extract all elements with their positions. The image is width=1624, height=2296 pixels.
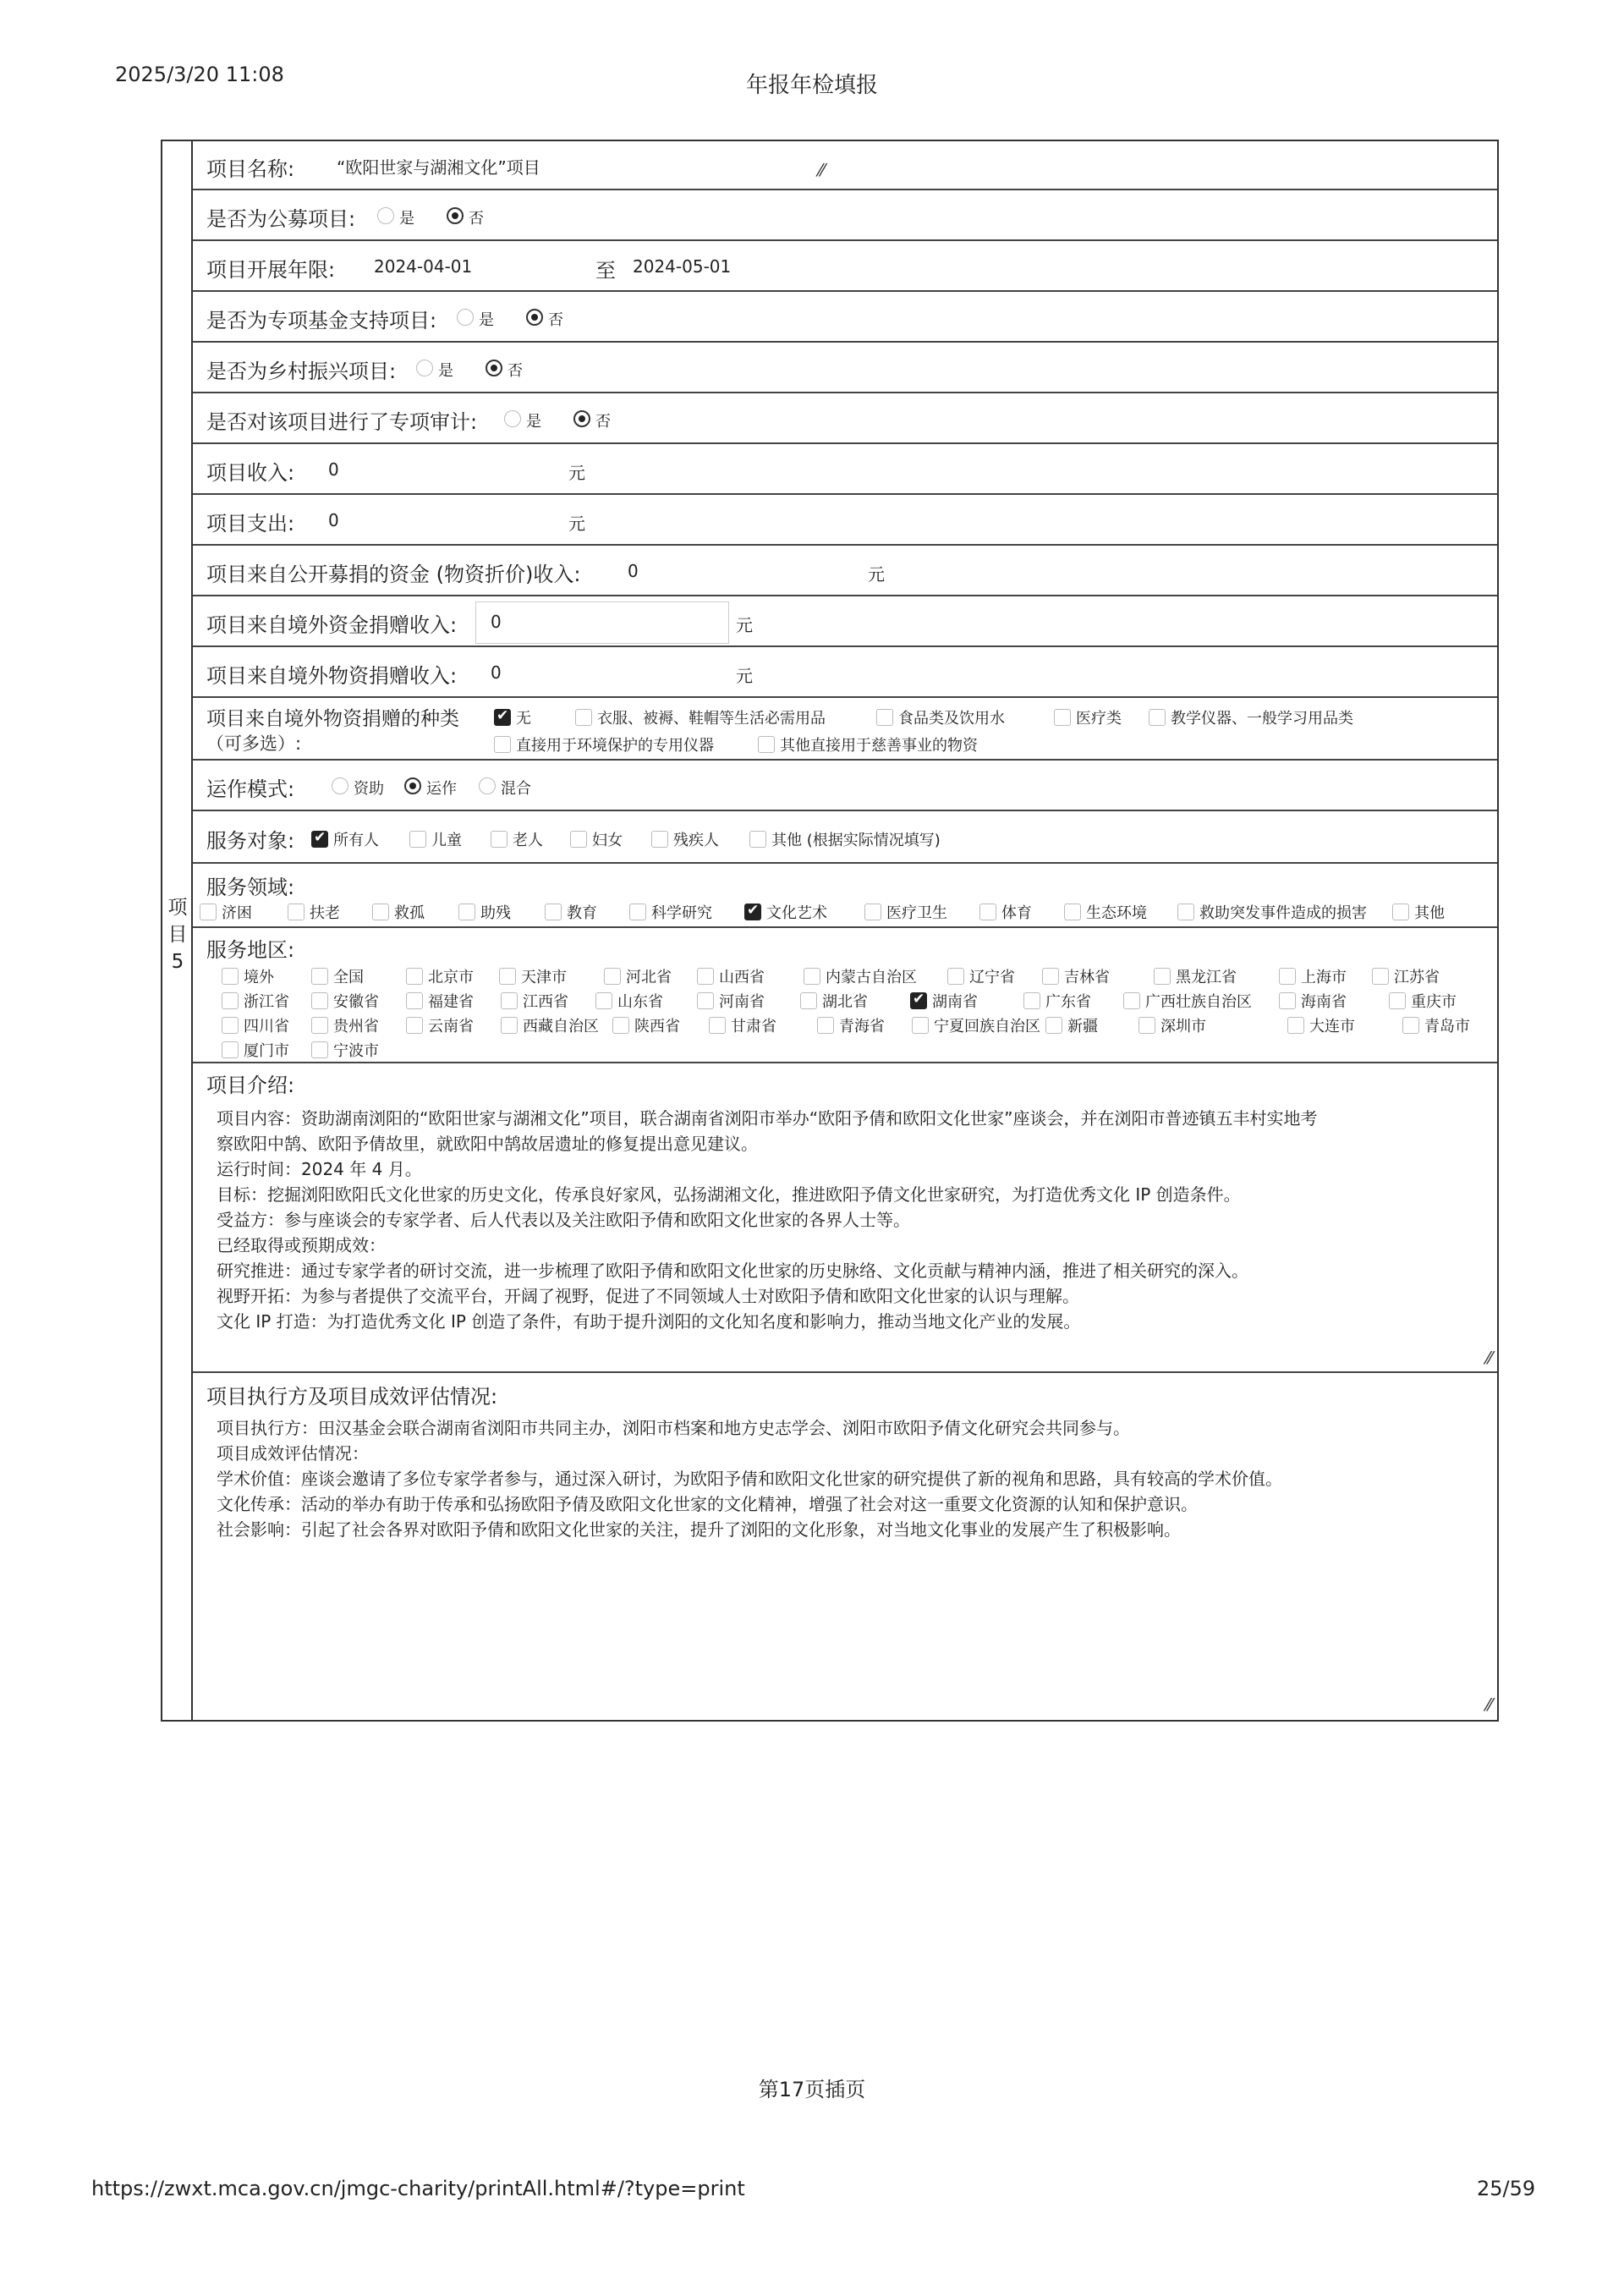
region-checkbox[interactable] — [1287, 1014, 1355, 1036]
mode-operate-label: 运作 — [426, 780, 457, 798]
target-women-checkbox[interactable]: 妇女 — [570, 828, 623, 850]
mode-grant-radio[interactable] — [332, 777, 348, 794]
checkbox-icon[interactable] — [1042, 968, 1059, 985]
region-checkbox[interactable] — [709, 1014, 776, 1036]
region-checkbox[interactable] — [501, 1014, 599, 1036]
execution-text[interactable]: 项目执行方：田汉基金会联合湖南省浏阳市共同主办，浏阳市档案和地方史志学会、浏阳市欧阳予倩文化研究会共同参与。 项目成效评估情况： 学术价值：座谈会邀请了多位专家学者参与，通过深入研讨，为欧阳予倩和欧阳文化世家的研究提供了新的视角和思路，具有较高的学术价值。 文化传承：活动的举办有助于传承和弘扬欧阳予倩及欧阳文化世家的文化精神，增强了社会对这一重要文化资源的认知和保护意识。 社会影响：引起了社会各界对欧阳予倩和欧阳文化世家的关注，提升了浏阳的文化形象，对当地文化事业的发展产生了积极影响。 — [217, 1418, 1282, 1540]
row-foreign-goods — [193, 647, 1497, 698]
expense-field[interactable]: 0 — [328, 510, 339, 530]
no-label: 否 — [508, 362, 523, 380]
checkbox-icon[interactable] — [501, 992, 518, 1009]
audit-label: 是否对该项目进行了专项审计: — [206, 410, 478, 434]
region-label: 大连市 — [1309, 1018, 1355, 1035]
goods-type-teaching-checkbox[interactable]: 教学仪器、一般学习用品类 — [1149, 706, 1353, 728]
checkbox-icon[interactable] — [1123, 992, 1140, 1009]
checkbox-icon[interactable] — [222, 1017, 239, 1034]
region-label: 福建省 — [428, 993, 474, 1011]
foreign-cash-field[interactable]: 0 — [491, 612, 502, 632]
row-regions — [193, 928, 1497, 1063]
resize-handle-icon[interactable]: ⁄⁄ — [1486, 1348, 1492, 1368]
checkbox-icon[interactable] — [499, 968, 516, 985]
region-checkbox[interactable] — [1402, 1014, 1470, 1036]
audit-yes-radio[interactable] — [504, 410, 521, 427]
region-label: 河北省 — [626, 969, 672, 986]
region-checkbox[interactable] — [1389, 990, 1457, 1012]
row-rural — [193, 343, 1497, 393]
region-label: 湖北省 — [822, 993, 868, 1011]
checkbox-icon[interactable] — [709, 1017, 726, 1034]
region-checkbox[interactable] — [697, 990, 765, 1012]
region-label: 浙江省 — [244, 993, 289, 1011]
field-checkbox[interactable]: 科学研究 — [629, 901, 712, 923]
region-checkbox[interactable] — [222, 965, 274, 987]
target-children-checkbox[interactable]: 儿童 — [409, 828, 462, 850]
special-fund-label: 是否为专项基金支持项目: — [206, 309, 437, 332]
row-special-fund — [193, 292, 1497, 343]
region-label: 西藏自治区 — [523, 1018, 599, 1035]
region-checkbox[interactable] — [1123, 990, 1252, 1012]
mode-mixed-label: 混合 — [501, 780, 531, 798]
project-name-label: 项目名称: — [206, 157, 295, 181]
resize-handle-icon[interactable]: ⁄⁄ — [819, 160, 825, 180]
execution-label: 项目执行方及项目成效评估情况: — [206, 1385, 498, 1409]
region-label: 全国 — [333, 969, 364, 986]
public-income-unit: 元 — [868, 564, 885, 585]
expense-label: 项目支出: — [206, 512, 295, 536]
region-checkbox[interactable] — [697, 965, 765, 987]
public-income-field[interactable]: 0 — [628, 561, 639, 581]
field-checkbox[interactable]: 其他 — [1392, 901, 1445, 923]
mode-label: 运作模式: — [206, 777, 295, 801]
checkbox-icon[interactable] — [406, 968, 423, 985]
row-fields — [193, 864, 1497, 928]
rural-yes-radio[interactable] — [416, 360, 433, 376]
income-field[interactable]: 0 — [328, 459, 339, 480]
checkbox-icon[interactable] — [501, 1017, 518, 1034]
period-start-field[interactable]: 2024-04-01 — [374, 256, 473, 277]
mode-grant-label: 资助 — [354, 780, 384, 798]
public-income-label: 项目来自公开募捐的资金 (物资折价)收入: — [206, 563, 581, 586]
row-foreign-cash — [193, 596, 1497, 647]
region-label: 贵州省 — [333, 1018, 379, 1035]
checkbox-icon[interactable] — [311, 968, 328, 985]
yes-label: 是 — [438, 362, 453, 380]
regions-label: 服务地区: — [206, 938, 295, 962]
region-label: 宁波市 — [333, 1042, 379, 1060]
region-label: 山东省 — [617, 993, 663, 1011]
checkbox-icon[interactable] — [800, 992, 817, 1009]
row-audit — [193, 393, 1497, 444]
region-label: 广东省 — [1045, 993, 1091, 1011]
field-checkbox[interactable]: 医疗卫生 — [864, 901, 947, 923]
region-checkbox[interactable] — [222, 1039, 289, 1061]
region-label: 内蒙古自治区 — [826, 969, 917, 986]
special-fund-no-radio[interactable] — [526, 309, 543, 326]
public-fundraising-no-radio[interactable] — [447, 207, 464, 224]
yes-label: 是 — [479, 311, 494, 329]
special-fund-yes-radio[interactable] — [457, 309, 474, 326]
field-checkbox[interactable]: 体育 — [979, 901, 1032, 923]
row-expense — [193, 495, 1497, 546]
side-column — [162, 141, 193, 1720]
income-unit: 元 — [568, 463, 585, 483]
target-elderly-checkbox[interactable]: 老人 — [491, 828, 543, 850]
field-checkbox[interactable]: 教育 — [545, 901, 597, 923]
region-checkbox[interactable] — [222, 990, 289, 1012]
region-checkbox[interactable] — [1023, 990, 1091, 1012]
region-checkbox[interactable] — [912, 1014, 1040, 1036]
foreign-cash-unit: 元 — [736, 615, 753, 635]
checkbox-icon[interactable] — [406, 992, 423, 1009]
region-label: 云南省 — [428, 1018, 474, 1035]
foreign-goods-unit: 元 — [736, 666, 753, 686]
period-to-label: 至 — [595, 259, 616, 283]
income-label: 项目收入: — [206, 461, 295, 485]
region-checkbox[interactable] — [1279, 965, 1347, 987]
page-url: https://zwxt.mca.gov.cn/jmgc-charity/printAll.html#/?type=print — [91, 2177, 745, 2200]
no-label: 否 — [548, 311, 563, 329]
project-form — [161, 140, 1499, 1722]
foreign-goods-label: 项目来自境外物资捐赠收入: — [206, 664, 458, 688]
goods-type-other-checkbox[interactable]: 其他直接用于慈善事业的物资 — [758, 733, 978, 755]
no-label: 否 — [595, 413, 611, 431]
region-label: 黑龙江省 — [1176, 969, 1237, 986]
goods-type-env-checkbox[interactable]: 直接用于环境保护的专用仪器 — [494, 733, 714, 755]
checkbox-icon[interactable] — [222, 968, 239, 985]
checkbox-icon[interactable] — [910, 992, 927, 1009]
region-checkbox[interactable] — [222, 1014, 289, 1036]
checkbox-icon[interactable] — [912, 1017, 929, 1034]
region-checkbox[interactable] — [1279, 990, 1347, 1012]
region-checkbox[interactable] — [311, 1014, 379, 1036]
field-checkbox[interactable]: 救孤 — [372, 901, 425, 923]
print-datetime: 2025/3/20 11:08 — [115, 63, 284, 86]
foreign-cash-label: 项目来自境外资金捐赠收入: — [206, 613, 458, 637]
region-checkbox[interactable] — [612, 1014, 680, 1036]
checkbox-icon[interactable] — [697, 968, 714, 985]
checkbox-icon[interactable] — [817, 1017, 834, 1034]
goods-type-sublabel: （可多选）: — [206, 733, 302, 754]
no-label: 否 — [469, 210, 484, 228]
mode-operate-radio[interactable] — [404, 777, 421, 794]
region-label: 宁夏回族自治区 — [934, 1018, 1040, 1035]
checkbox-icon[interactable] — [947, 968, 964, 985]
public-fundraising-yes-radio[interactable] — [377, 207, 394, 224]
region-label: 海南省 — [1301, 993, 1347, 1011]
region-checkbox[interactable] — [406, 990, 474, 1012]
row-targets — [193, 811, 1497, 864]
region-label: 甘肃省 — [731, 1018, 776, 1035]
row-income — [193, 444, 1497, 495]
region-checkbox[interactable] — [910, 990, 978, 1012]
field-checkbox[interactable]: 生态环境 — [1064, 901, 1147, 923]
row-public-income — [193, 546, 1497, 596]
audit-no-radio[interactable] — [573, 410, 590, 427]
region-checkbox[interactable] — [1045, 1014, 1098, 1036]
region-label: 陕西省 — [634, 1018, 680, 1035]
row-intro — [193, 1063, 1497, 1373]
region-label: 安徽省 — [333, 993, 379, 1011]
checkbox-icon[interactable] — [1279, 992, 1296, 1009]
region-checkbox[interactable] — [1138, 1014, 1206, 1036]
region-label: 辽宁省 — [969, 969, 1015, 986]
region-label: 重庆市 — [1411, 993, 1457, 1011]
yes-label: 是 — [526, 413, 541, 431]
checkbox-icon[interactable] — [604, 968, 621, 985]
field-checkbox[interactable]: 济困 — [200, 901, 252, 923]
checkbox-icon[interactable] — [1402, 1017, 1419, 1034]
region-label: 广西壮族自治区 — [1145, 993, 1252, 1011]
row-mode — [193, 761, 1497, 811]
checkbox-icon[interactable] — [612, 1017, 629, 1034]
goods-type-daily-checkbox[interactable]: 衣服、被褥、鞋帽等生活必需用品 — [575, 706, 826, 728]
region-label: 新疆 — [1067, 1018, 1098, 1035]
field-checkbox[interactable]: ✔ 文化艺术 — [744, 901, 827, 923]
row-execution — [193, 1373, 1497, 1720]
checkbox-icon[interactable] — [311, 992, 328, 1009]
region-checkbox[interactable] — [604, 965, 672, 987]
checkbox-icon[interactable] — [1023, 992, 1040, 1009]
region-checkbox[interactable] — [800, 990, 868, 1012]
row-project-name — [193, 141, 1497, 190]
foreign-goods-field[interactable]: 0 — [491, 662, 502, 683]
region-label: 北京市 — [428, 969, 474, 986]
goods-type-medical-checkbox[interactable]: 医疗类 — [1054, 706, 1122, 728]
target-disabled-checkbox[interactable]: 残疾人 — [651, 828, 719, 850]
project-name-field[interactable]: “欧阳世家与湖湘文化”项目 — [337, 157, 540, 178]
checkbox-icon[interactable] — [406, 1017, 423, 1034]
checkbox-icon[interactable] — [311, 1041, 328, 1058]
print-page-count: 25/59 — [1477, 2177, 1536, 2200]
checkbox-icon[interactable] — [311, 1017, 328, 1034]
region-checkbox[interactable] — [1154, 965, 1237, 987]
checkbox-icon[interactable] — [1372, 968, 1389, 985]
targets-label: 服务对象: — [206, 829, 295, 853]
goods-type-food-checkbox[interactable]: 食品类及饮用水 — [876, 706, 1005, 728]
side-label: 项 目 5 — [167, 897, 188, 973]
region-label: 境外 — [244, 969, 274, 986]
period-label: 项目开展年限: — [206, 258, 336, 282]
checkbox-icon[interactable] — [1138, 1017, 1155, 1034]
foreign-cash-input-box[interactable] — [475, 601, 729, 644]
checkbox-icon[interactable] — [1154, 968, 1171, 985]
region-checkbox[interactable] — [1372, 965, 1440, 987]
public-fundraising-label: 是否为公募项目: — [206, 207, 356, 231]
checkbox-icon[interactable] — [1045, 1017, 1062, 1034]
region-checkbox[interactable] — [1042, 965, 1110, 987]
region-label: 上海市 — [1301, 969, 1347, 986]
region-label: 青海省 — [839, 1018, 885, 1035]
mode-mixed-radio[interactable] — [479, 777, 496, 794]
row-period — [193, 241, 1497, 292]
period-end-field[interactable]: 2024-05-01 — [633, 256, 732, 277]
resize-handle-icon[interactable]: ⁄⁄ — [1486, 1695, 1492, 1715]
region-label: 山西省 — [719, 969, 765, 986]
region-checkbox[interactable] — [311, 1039, 379, 1061]
checkbox-icon[interactable] — [222, 992, 239, 1009]
region-label: 江西省 — [523, 993, 568, 1011]
checkbox-icon[interactable] — [1389, 992, 1406, 1009]
region-checkbox[interactable] — [499, 965, 567, 987]
fields-label: 服务领域: — [206, 876, 295, 899]
intro-text[interactable]: 项目内容：资助湖南浏阳的“欧阳世家与湖湘文化”项目，联合湖南省浏阳市举办“欧阳予倩和欧阳文化世家”座谈会，并在浏阳市普迹镇五丰村实地考 察欧阳中鹄、欧阳予倩故里，就欧阳中鹄故居遗址的修复提出意见建议。 运行时间：2024 年 4 月。 目标：挖掘浏阳欧阳氏文化世家的历史文化，传承良好家风，弘扬湖湘文化，推进欧阳予倩文化世家研究，为打造优秀文化 IP 创造条件。 受益方：参与座谈会的专家学者、后人代表以及关注欧阳予倩和欧阳文化世家的各界人士等。 已经取得或预期成效： 研究推进：通过专家学者的研讨交流，进一步梳理了欧阳予倩和欧阳文化世家的历史脉络、文化贡献与精神内涵，推进了相关研究的深入。 视野开拓：为参与者提供了交流平台，开阔了视野，促进了不同领域人士对欧阳予倩和欧阳文化世家的认识与理解。 文化 IP 打造：为打造优秀文化 IP 创造了条件，有助于提升浏阳的文化知名度和影响力，推动当地文化产业的发展。 — [217, 1108, 1318, 1332]
intro-label: 项目介绍: — [206, 1074, 295, 1097]
region-checkbox[interactable] — [947, 965, 1015, 987]
page-title: 年报年检填报 — [745, 73, 878, 98]
region-label: 江苏省 — [1394, 969, 1440, 986]
row-goods-type — [193, 698, 1497, 761]
target-all-checkbox[interactable]: ✔ 所有人 — [311, 828, 379, 850]
region-label: 深圳市 — [1160, 1018, 1206, 1035]
target-other-checkbox[interactable]: 其他 (根据实际情况填写) — [749, 828, 941, 850]
goods-type-label: 项目来自境外物资捐赠的种类 — [206, 708, 459, 730]
checkbox-icon[interactable] — [222, 1041, 239, 1058]
region-checkbox[interactable] — [406, 965, 474, 987]
region-label: 四川省 — [244, 1018, 289, 1035]
field-checkbox[interactable]: 救助突发事件造成的损害 — [1177, 901, 1367, 923]
region-checkbox[interactable] — [804, 965, 917, 987]
expense-unit: 元 — [568, 514, 585, 534]
checkbox-icon[interactable] — [1287, 1017, 1304, 1034]
region-checkbox[interactable] — [311, 965, 364, 987]
region-label: 吉林省 — [1064, 969, 1110, 986]
row-public-fundraising — [193, 190, 1497, 241]
rural-no-radio[interactable] — [486, 360, 502, 376]
region-label: 天津市 — [521, 969, 567, 986]
region-label: 河南省 — [719, 993, 765, 1011]
checkbox-icon[interactable] — [1279, 968, 1296, 985]
region-checkbox[interactable] — [501, 990, 568, 1012]
page-number-label: 第17页插页 — [758, 2078, 866, 2101]
region-label: 青岛市 — [1424, 1018, 1470, 1035]
rural-label: 是否为乡村振兴项目: — [206, 360, 397, 383]
region-checkbox[interactable] — [311, 990, 379, 1012]
region-label: 湖南省 — [932, 993, 978, 1011]
checkbox-icon[interactable] — [804, 968, 820, 985]
field-checkbox[interactable]: 助残 — [458, 901, 511, 923]
region-checkbox[interactable] — [406, 1014, 474, 1036]
checkbox-icon[interactable] — [595, 992, 612, 1009]
yes-label: 是 — [399, 210, 414, 228]
checkbox-icon[interactable] — [697, 992, 714, 1009]
region-checkbox[interactable] — [595, 990, 663, 1012]
goods-type-none-checkbox[interactable]: ✔无 — [494, 706, 531, 728]
region-label: 厦门市 — [244, 1042, 289, 1060]
field-checkbox[interactable]: 扶老 — [288, 901, 340, 923]
region-checkbox[interactable] — [817, 1014, 885, 1036]
